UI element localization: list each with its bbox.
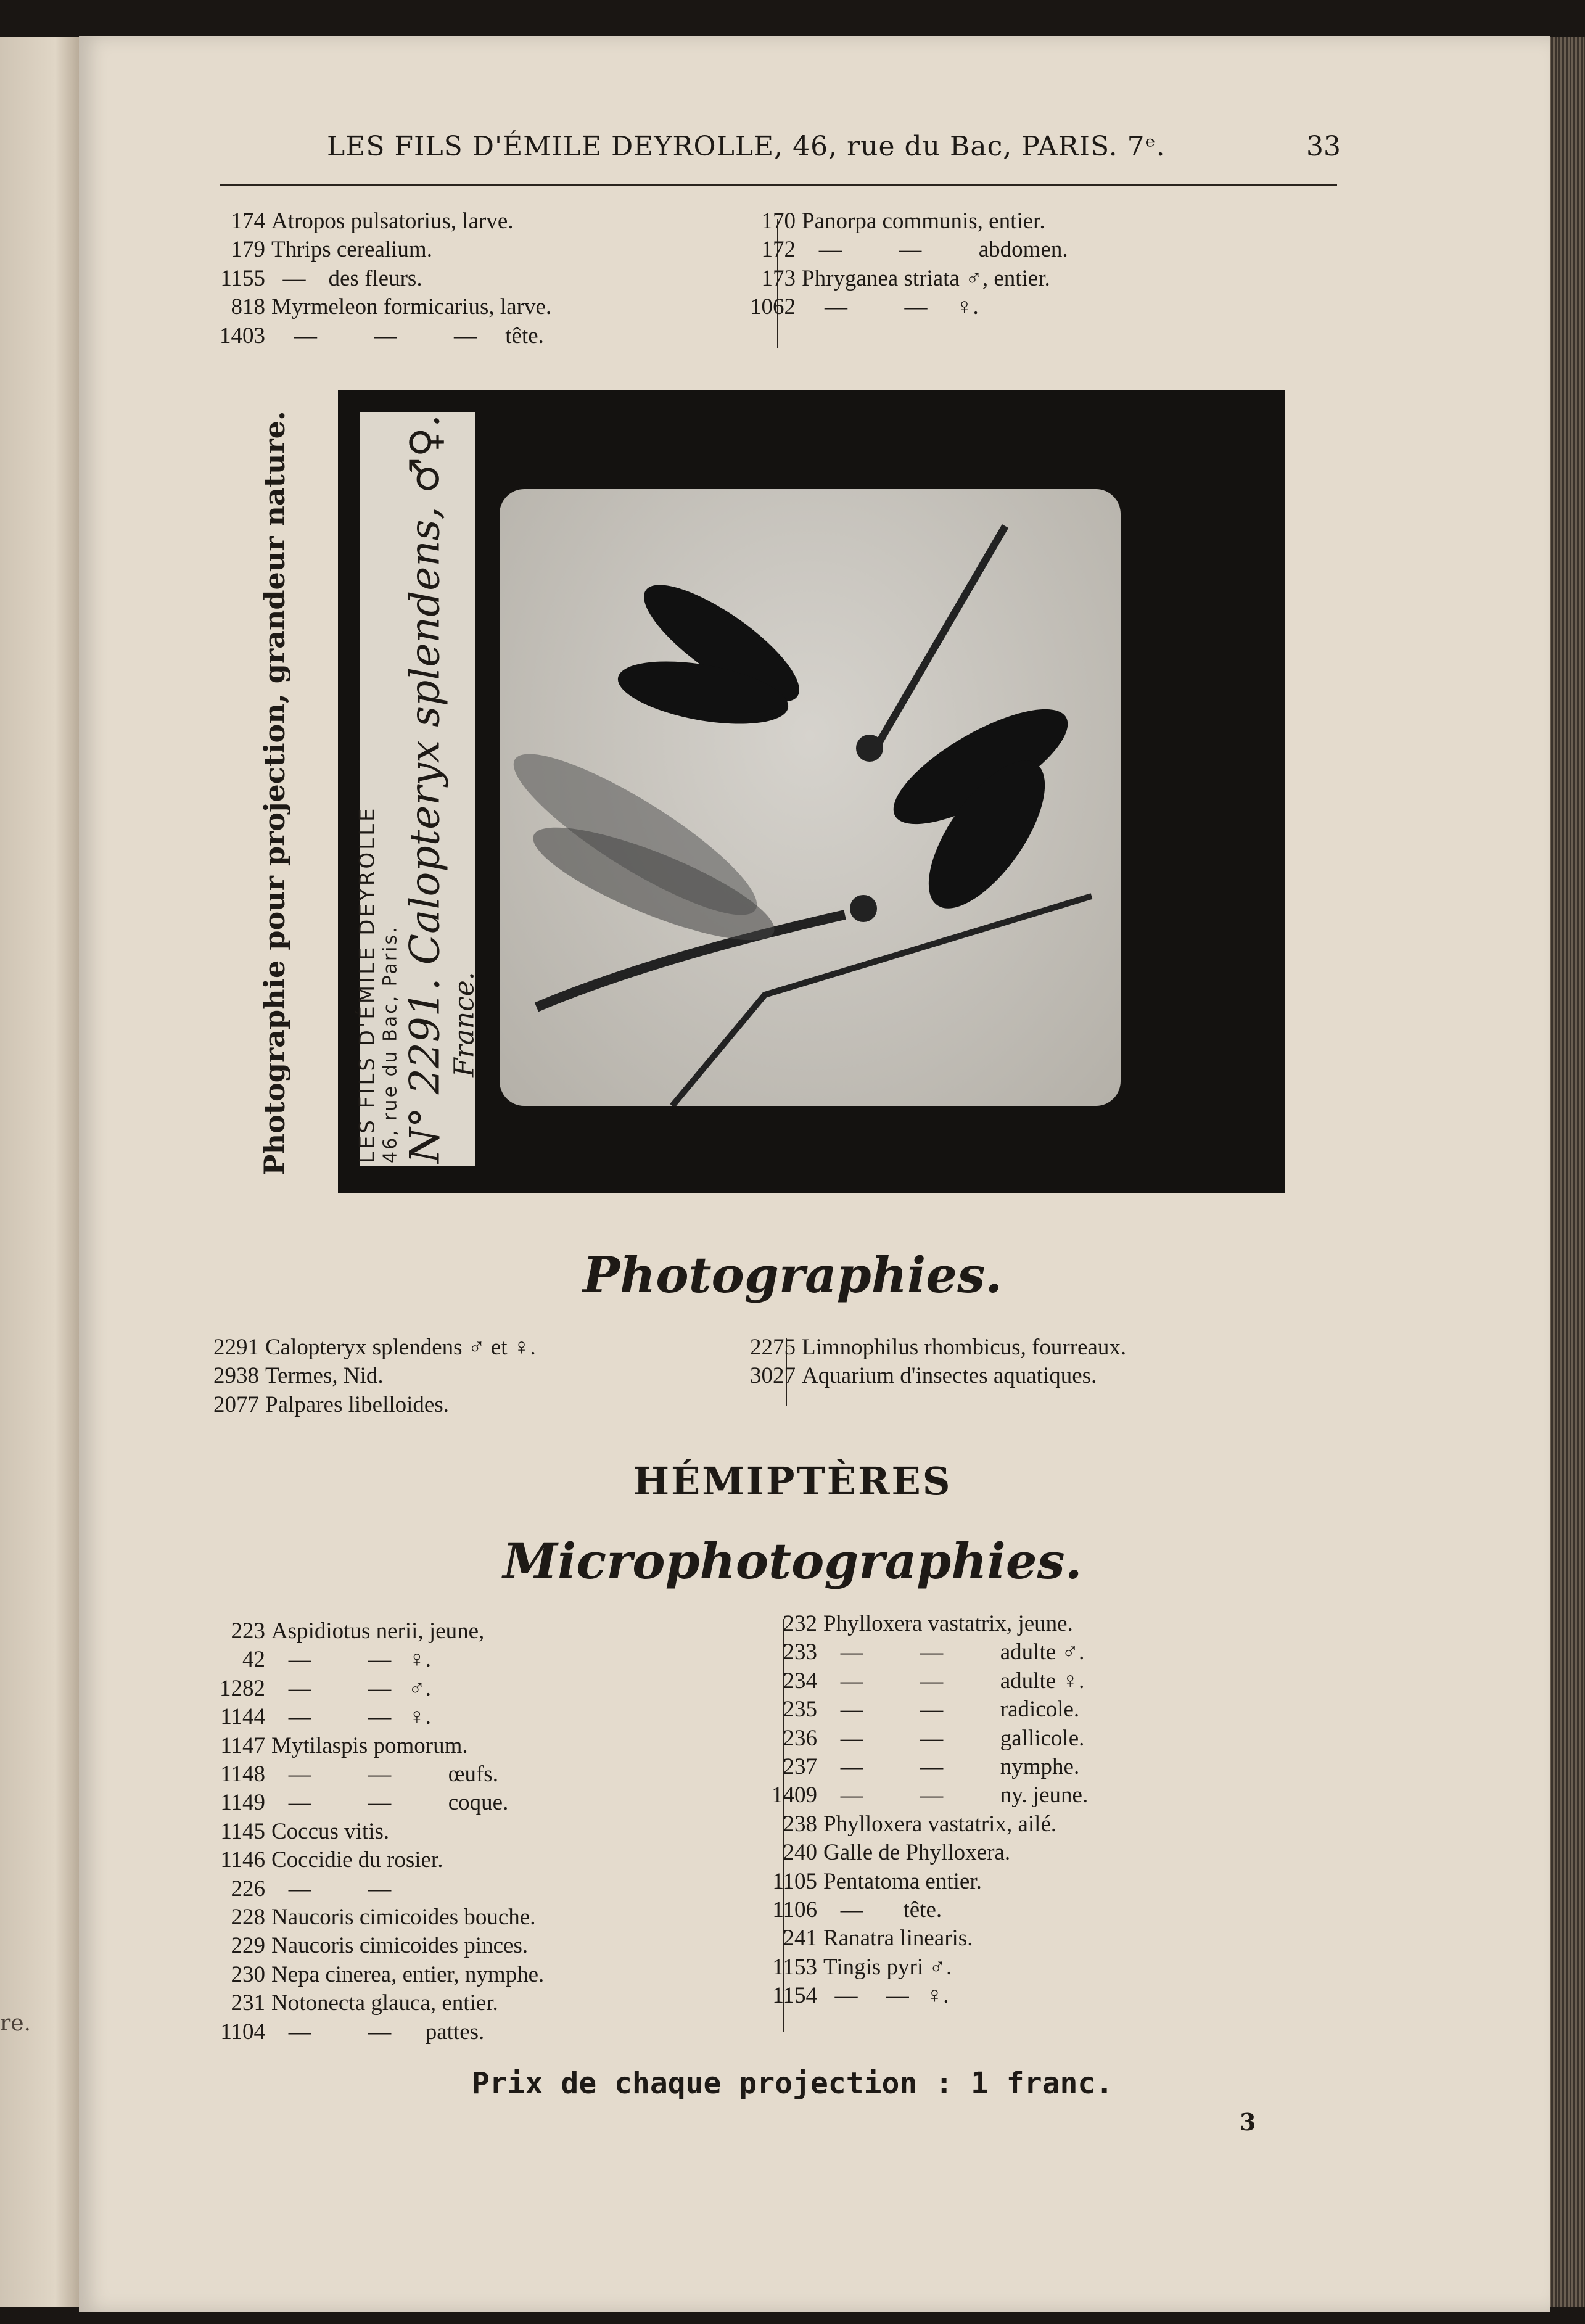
- list-item: [755, 1610, 1088, 1638]
- hemipteres-list-right: [755, 1610, 1088, 2011]
- list-item: [755, 1638, 1088, 1667]
- item-description: Aquarium d'insectes aquatiques.: [802, 1363, 1097, 1389]
- list-item: [734, 1333, 1126, 1362]
- list-item: [197, 1362, 536, 1390]
- item-description: — — adulte ♀.: [823, 1668, 1085, 1694]
- item-description: — —: [271, 1876, 392, 1902]
- list-item: [197, 1333, 536, 1362]
- catalog-number: 232: [783, 1611, 817, 1636]
- list-item: [204, 293, 551, 321]
- list-item: [204, 1903, 544, 1932]
- item-description: Myrmeleon formicarius, larve.: [271, 294, 552, 320]
- list-item: [734, 293, 1068, 321]
- catalog-number: 1149: [220, 1790, 265, 1816]
- running-header: LES FILS D'ÉMILE DEYROLLE, 46, rue du Bac, PARIS. 7ᵉ.: [327, 131, 1166, 162]
- catalog-number: 1403: [220, 323, 265, 348]
- item-description: — — radicole.: [823, 1697, 1080, 1723]
- photographies-list-right: [734, 1333, 1126, 1391]
- page-number: 33: [1306, 131, 1341, 162]
- list-item: [204, 1846, 544, 1874]
- list-item: [755, 1896, 1088, 1924]
- item-description: Ranatra linearis.: [823, 1926, 973, 1951]
- catalog-number: 1148: [220, 1762, 265, 1787]
- catalog-number: 234: [783, 1668, 817, 1694]
- catalog-number: 179: [231, 237, 265, 263]
- catalog-number: 233: [783, 1639, 817, 1665]
- catalog-number: 240: [783, 1840, 817, 1866]
- list-item: [204, 1789, 544, 1817]
- label-line1: LES FILS D'ÉMILE DEYROLLE: [355, 806, 380, 1164]
- list-item: [755, 1810, 1088, 1839]
- item-description: — — ♀.: [271, 1704, 431, 1730]
- header-rule: [220, 184, 1337, 186]
- list-item: [734, 207, 1068, 236]
- damselfly-photograph: [500, 489, 1121, 1106]
- left-page-fragment: re.: [0, 2011, 31, 2036]
- price-note: Prix de chaque projection : 1 franc.: [471, 2066, 1114, 2101]
- hemipteres-list-left: [204, 1617, 544, 2046]
- catalog-number: 236: [783, 1725, 817, 1751]
- item-description: Nepa cinerea, entier, nymphe.: [271, 1961, 545, 1987]
- item-description: Limnophilus rhombicus, fourreaux.: [802, 1335, 1127, 1360]
- list-item: [204, 1732, 544, 1760]
- list-item: [755, 1982, 1088, 2010]
- list-item: [755, 1839, 1088, 1867]
- item-description: — — abdomen.: [802, 237, 1068, 263]
- catalog-number: 228: [231, 1905, 265, 1930]
- list-item: [755, 1953, 1088, 1982]
- item-description: Atropos pulsatorius, larve.: [271, 208, 514, 234]
- section-title: HÉMIPTÈRES: [633, 1459, 952, 1504]
- catalog-number: 1282: [220, 1675, 265, 1701]
- list-item: [204, 207, 551, 236]
- list-item: [755, 1924, 1088, 1953]
- item-description: Aspidiotus nerii, jeune,: [271, 1618, 485, 1644]
- list-item: [755, 1753, 1088, 1781]
- catalog-number: 818: [231, 294, 265, 320]
- list-item: [204, 1818, 544, 1846]
- item-description: Mytilaspis pomorum.: [271, 1733, 468, 1758]
- catalog-number: 231: [231, 1990, 265, 2016]
- list-item: [755, 1696, 1088, 1724]
- catalog-number: 1153: [772, 1954, 817, 1980]
- catalog-number: 42: [242, 1647, 265, 1673]
- item-description: Galle de Phylloxera.: [823, 1840, 1011, 1866]
- list-item: [755, 1781, 1088, 1810]
- list-item: [204, 1875, 544, 1903]
- item-description: — — — tête.: [271, 323, 544, 348]
- item-description: — — ♀.: [802, 294, 979, 320]
- damselfly-image: [500, 489, 1121, 1106]
- item-description: Coccidie du rosier.: [271, 1847, 443, 1873]
- catalog-number: 241: [783, 1926, 817, 1951]
- catalog-number: 2275: [750, 1335, 796, 1360]
- catalog-number: 1409: [772, 1782, 817, 1808]
- list-item: [204, 1989, 544, 2017]
- item-description: Coccus vitis.: [271, 1818, 390, 1844]
- list-item: [204, 1646, 544, 1674]
- list-item: [734, 265, 1068, 293]
- item-description: — — nymphe.: [823, 1754, 1080, 1780]
- photo-side-caption: Photographie pour projection, grandeur nature.: [258, 411, 291, 1176]
- catalog-number: 1146: [220, 1847, 265, 1873]
- catalog-number: 2938: [213, 1363, 259, 1389]
- item-description: — — pattes.: [271, 2019, 485, 2045]
- catalog-number: 2077: [213, 1391, 259, 1417]
- label-handwritten-2: France.: [448, 971, 480, 1078]
- slide-label-text: [355, 414, 480, 1163]
- list-item: [204, 1760, 544, 1789]
- item-description: Tingis pyri ♂.: [823, 1954, 952, 1980]
- catalog-number: 1155: [220, 265, 265, 291]
- item-description: Phylloxera vastatrix, ailé.: [823, 1811, 1057, 1837]
- item-description: — — ♂.: [271, 1675, 431, 1701]
- catalog-number: 170: [761, 208, 796, 234]
- item-description: — — ♀.: [823, 1983, 949, 2009]
- list-item: [755, 1868, 1088, 1896]
- list-item: [204, 236, 551, 264]
- catalog-number: 1144: [220, 1704, 265, 1730]
- label-handwritten: N° 2291. Calopteryx splendens, ♂♀.: [401, 414, 449, 1164]
- list-item: [755, 1667, 1088, 1696]
- list-item: [204, 2018, 544, 2046]
- slide-label: [355, 412, 480, 1166]
- catalog-number: 172: [761, 237, 796, 263]
- catalog-number: 1106: [772, 1897, 817, 1923]
- catalog-number: 238: [783, 1811, 817, 1837]
- label-line2: 46, rue du Bac, Paris.: [379, 925, 401, 1164]
- item-description: Termes, Nid.: [265, 1363, 384, 1389]
- list-item: [204, 1617, 544, 1646]
- item-description: — tête.: [823, 1897, 942, 1923]
- list-item: [734, 236, 1068, 264]
- item-description: Palpares libelloides.: [265, 1391, 449, 1417]
- list-item: [204, 1675, 544, 1703]
- catalog-number: 1062: [750, 294, 796, 320]
- item-description: — — œufs.: [271, 1762, 498, 1787]
- microphotographies-title: Microphotographies.: [503, 1532, 1082, 1590]
- signature-mark: 3: [1240, 2108, 1256, 2136]
- catalog-number: 3027: [750, 1363, 796, 1389]
- item-description: Panorpa communis, entier.: [802, 208, 1045, 234]
- list-item: [204, 322, 551, 350]
- list-item: [204, 1961, 544, 1989]
- item-description: Naucoris cimicoides pinces.: [271, 1933, 529, 1959]
- item-description: — des fleurs.: [271, 265, 422, 291]
- catalog-number: 1104: [220, 2019, 265, 2045]
- list-item: [197, 1391, 536, 1419]
- catalog-number: 1147: [220, 1733, 265, 1758]
- catalog-number: 1145: [220, 1818, 265, 1844]
- catalog-number: 230: [231, 1961, 265, 1987]
- item-description: — — gallicole.: [823, 1725, 1085, 1751]
- catalog-number: 223: [231, 1618, 265, 1644]
- left-page-edge: [0, 37, 79, 2307]
- item-description: Phylloxera vastatrix, jeune.: [823, 1611, 1073, 1636]
- item-description: Thrips cerealium.: [271, 237, 432, 263]
- catalog-number: 237: [783, 1754, 817, 1780]
- photographies-list-left: [197, 1333, 536, 1419]
- item-description: Notonecta glauca, entier.: [271, 1990, 498, 2016]
- catalog-number: 226: [231, 1876, 265, 1902]
- list-item: [755, 1724, 1088, 1753]
- item-description: — — ♀.: [271, 1647, 431, 1673]
- catalog-number: 235: [783, 1697, 817, 1723]
- item-description: Pentatoma entier.: [823, 1868, 982, 1894]
- catalog-number: 174: [231, 208, 265, 234]
- catalog-number: 229: [231, 1933, 265, 1959]
- photographies-title: Photographies.: [582, 1246, 1003, 1304]
- catalog-number: 1154: [772, 1983, 817, 2009]
- top-list-right: [734, 207, 1068, 322]
- item-description: — — coque.: [271, 1790, 509, 1816]
- list-item: [734, 1362, 1126, 1390]
- item-description: Calopteryx splendens ♂ et ♀.: [265, 1335, 536, 1360]
- catalog-number: 173: [761, 265, 796, 291]
- item-description: — — adulte ♂.: [823, 1639, 1085, 1665]
- list-item: [204, 265, 551, 293]
- top-list-left: [204, 207, 551, 350]
- list-item: [204, 1703, 544, 1731]
- catalog-number: 2291: [213, 1335, 259, 1360]
- item-description: Phryganea striata ♂, entier.: [802, 265, 1050, 291]
- catalog-number: 1105: [772, 1868, 817, 1894]
- list-item: [204, 1932, 544, 1960]
- item-description: Naucoris cimicoides bouche.: [271, 1905, 536, 1930]
- item-description: — — ny. jeune.: [823, 1782, 1089, 1808]
